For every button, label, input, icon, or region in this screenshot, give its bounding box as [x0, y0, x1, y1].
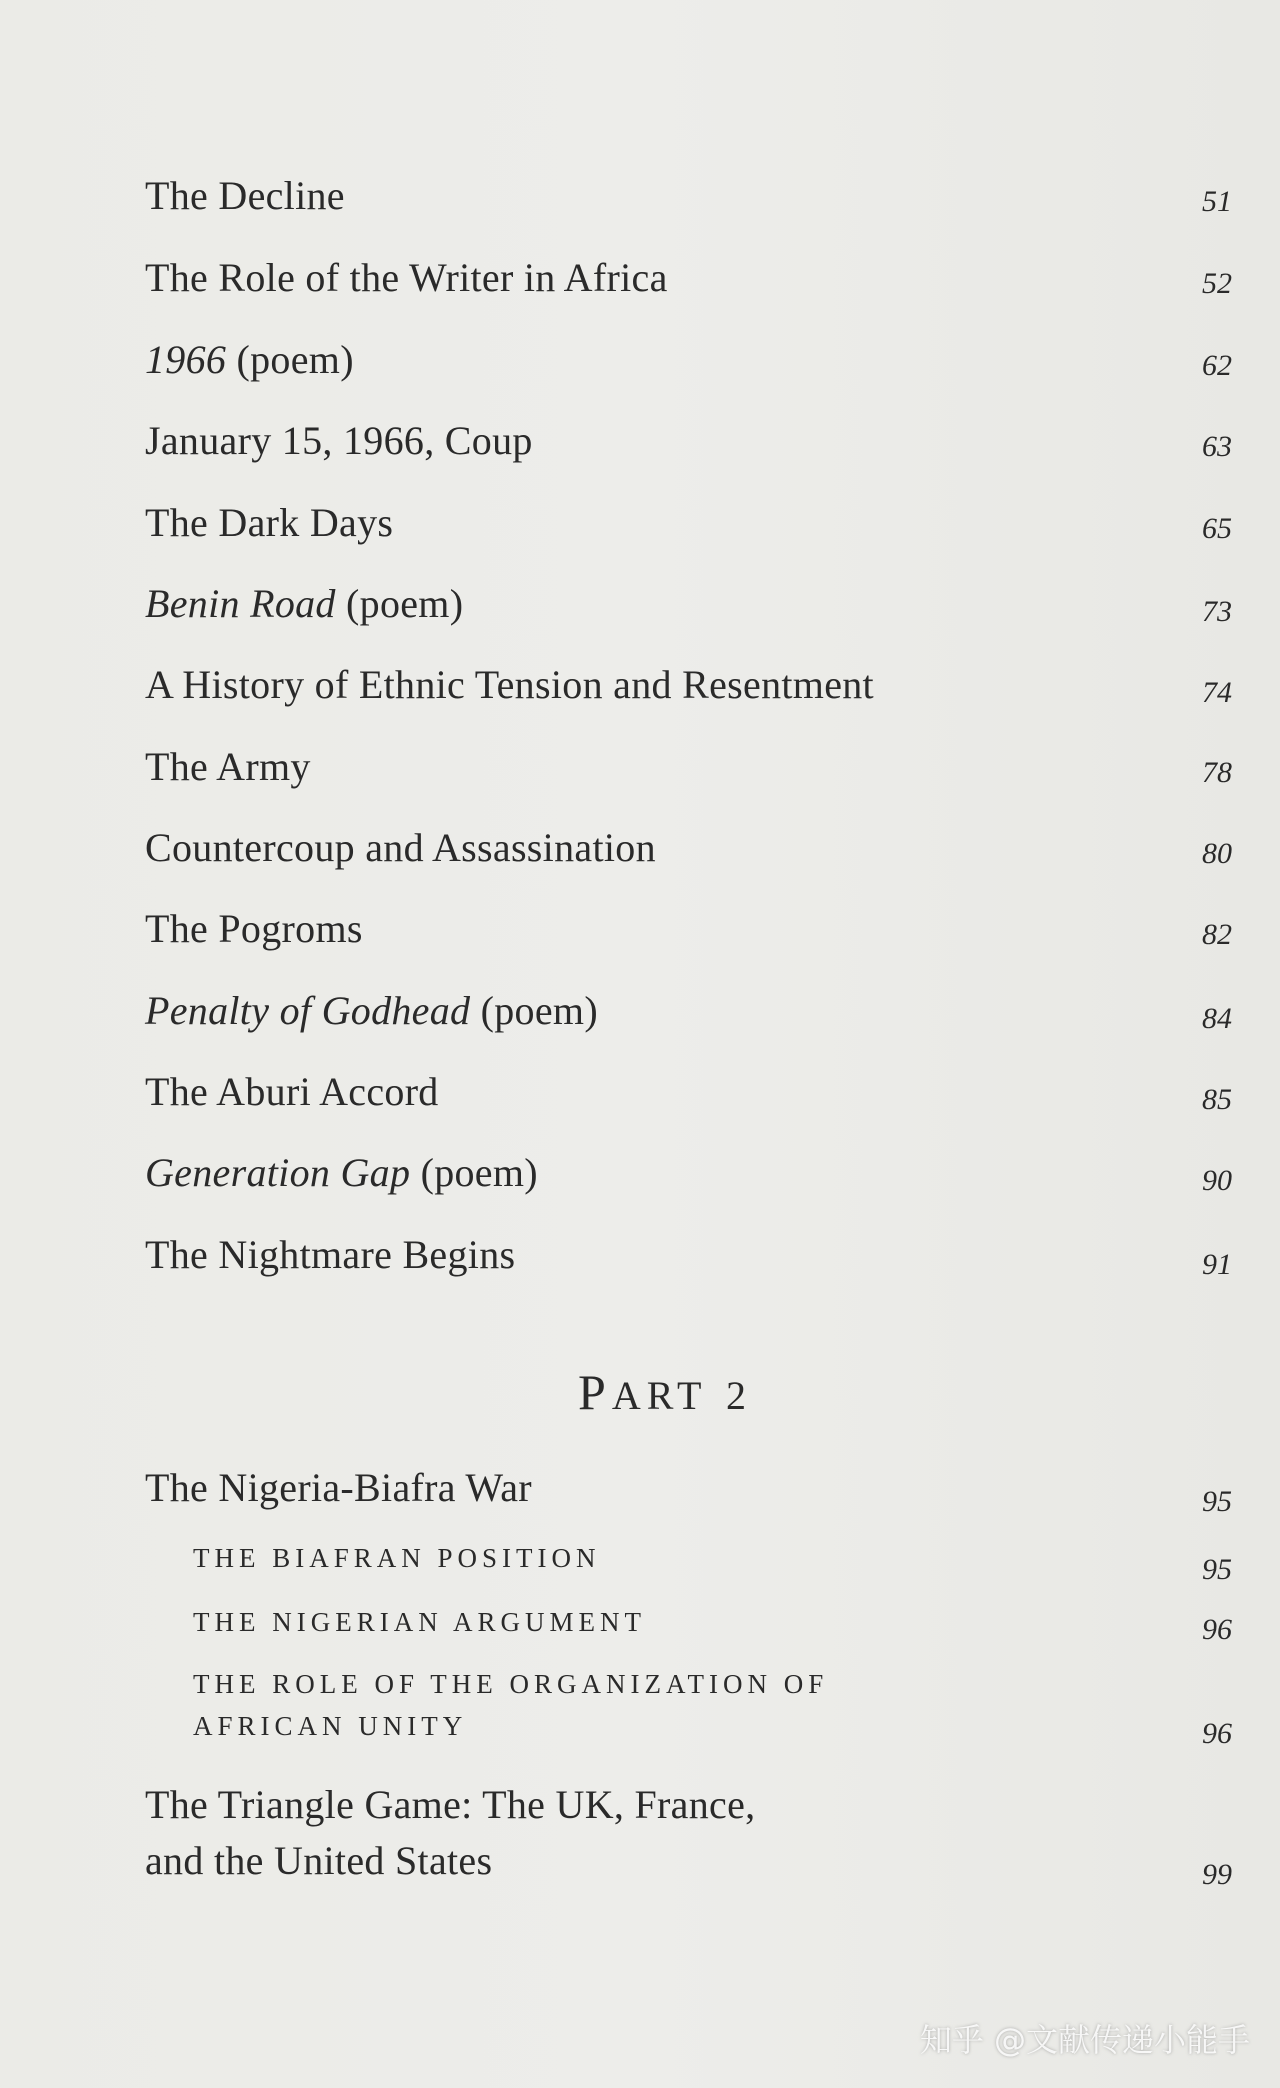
- toc-entry-title: Countercoup and Assassination: [145, 825, 656, 870]
- toc-entry-title: The Pogroms: [145, 906, 363, 951]
- toc-entry-title: The Role of the Writer in Africa: [145, 255, 668, 300]
- toc-entry-page: 52: [1202, 267, 1232, 300]
- toc-entry-page: 96: [1202, 1717, 1232, 1750]
- part-heading-initial: P: [578, 1364, 612, 1420]
- watermark-text: 知乎 @文献传递小能手: [919, 2021, 1250, 2059]
- toc-entry-title-rest: (poem): [226, 337, 354, 382]
- toc-entry-page: 80: [1202, 837, 1232, 870]
- toc-entry-title: The Aburi Accord: [145, 1069, 439, 1114]
- toc-entry-page: 82: [1202, 918, 1232, 951]
- toc-entry-page: 96: [1202, 1613, 1232, 1646]
- toc-entry-title-rest: (poem): [410, 1150, 538, 1195]
- toc-entry-page: 65: [1202, 512, 1232, 545]
- toc-entry-page: 63: [1202, 430, 1232, 463]
- toc-entry-page: 85: [1202, 1083, 1232, 1116]
- toc-entry-title: The Nigeria-Biafra War: [145, 1465, 532, 1510]
- toc-subentry-title-line1: THE ROLE OF THE ORGANIZATION OF: [193, 1669, 829, 1699]
- toc-entry-title: The Decline: [145, 173, 345, 218]
- toc-entry-page: 95: [1202, 1485, 1232, 1518]
- toc-entry-page: 95: [1202, 1553, 1232, 1586]
- toc-entry-title-italic: Penalty of Godhead: [145, 988, 471, 1033]
- toc-subentry-title-line2: AFRICAN UNITY: [193, 1711, 468, 1741]
- toc-entry-title-rest: (poem): [335, 581, 464, 626]
- part-heading-word: ART: [611, 1373, 708, 1418]
- toc-entry-title-rest: (poem): [470, 988, 598, 1033]
- toc-entry-page: 84: [1202, 1002, 1232, 1035]
- toc-entry-page: 78: [1202, 756, 1232, 789]
- toc-subentry-title: THE BIAFRAN POSITION: [193, 1543, 601, 1573]
- toc-entry-title: The Nightmare Begins: [145, 1232, 516, 1277]
- toc-entry-page: 62: [1202, 349, 1232, 382]
- toc-entry-page: 99: [1202, 1858, 1232, 1891]
- toc-entry-title: [145, 1145, 538, 1201]
- toc-entry-title: January 15, 1966, Coup: [145, 418, 533, 463]
- part-heading-number: 2: [725, 1373, 752, 1418]
- toc-entry-page: 74: [1202, 676, 1232, 709]
- toc-entry-title-italic: Generation Gap: [145, 1150, 411, 1195]
- toc-entry-title: The Dark Days: [145, 500, 394, 545]
- toc-entry-page: 73: [1202, 595, 1232, 628]
- toc-entry-title-line2: and the United States: [145, 1838, 493, 1883]
- toc-entry-title: [145, 332, 354, 388]
- toc-entry-title: [145, 576, 463, 632]
- toc-entry-title: The Army: [145, 744, 311, 789]
- toc-entry-page: 90: [1202, 1164, 1232, 1197]
- toc-entry-title-italic: Benin Road: [145, 581, 336, 626]
- toc-entry-page: 51: [1202, 185, 1232, 218]
- toc-entry-title-italic: 1966: [145, 337, 227, 382]
- toc-entry-title: A History of Ethnic Tension and Resentment: [145, 662, 874, 707]
- toc-subentry-title: THE NIGERIAN ARGUMENT: [193, 1607, 646, 1637]
- toc-entry-page: 91: [1202, 1248, 1232, 1281]
- toc-entry-title-line1: The Triangle Game: The UK, France,: [145, 1782, 756, 1827]
- toc-entry-title: [145, 983, 598, 1039]
- part-heading: [0, 1362, 1280, 1426]
